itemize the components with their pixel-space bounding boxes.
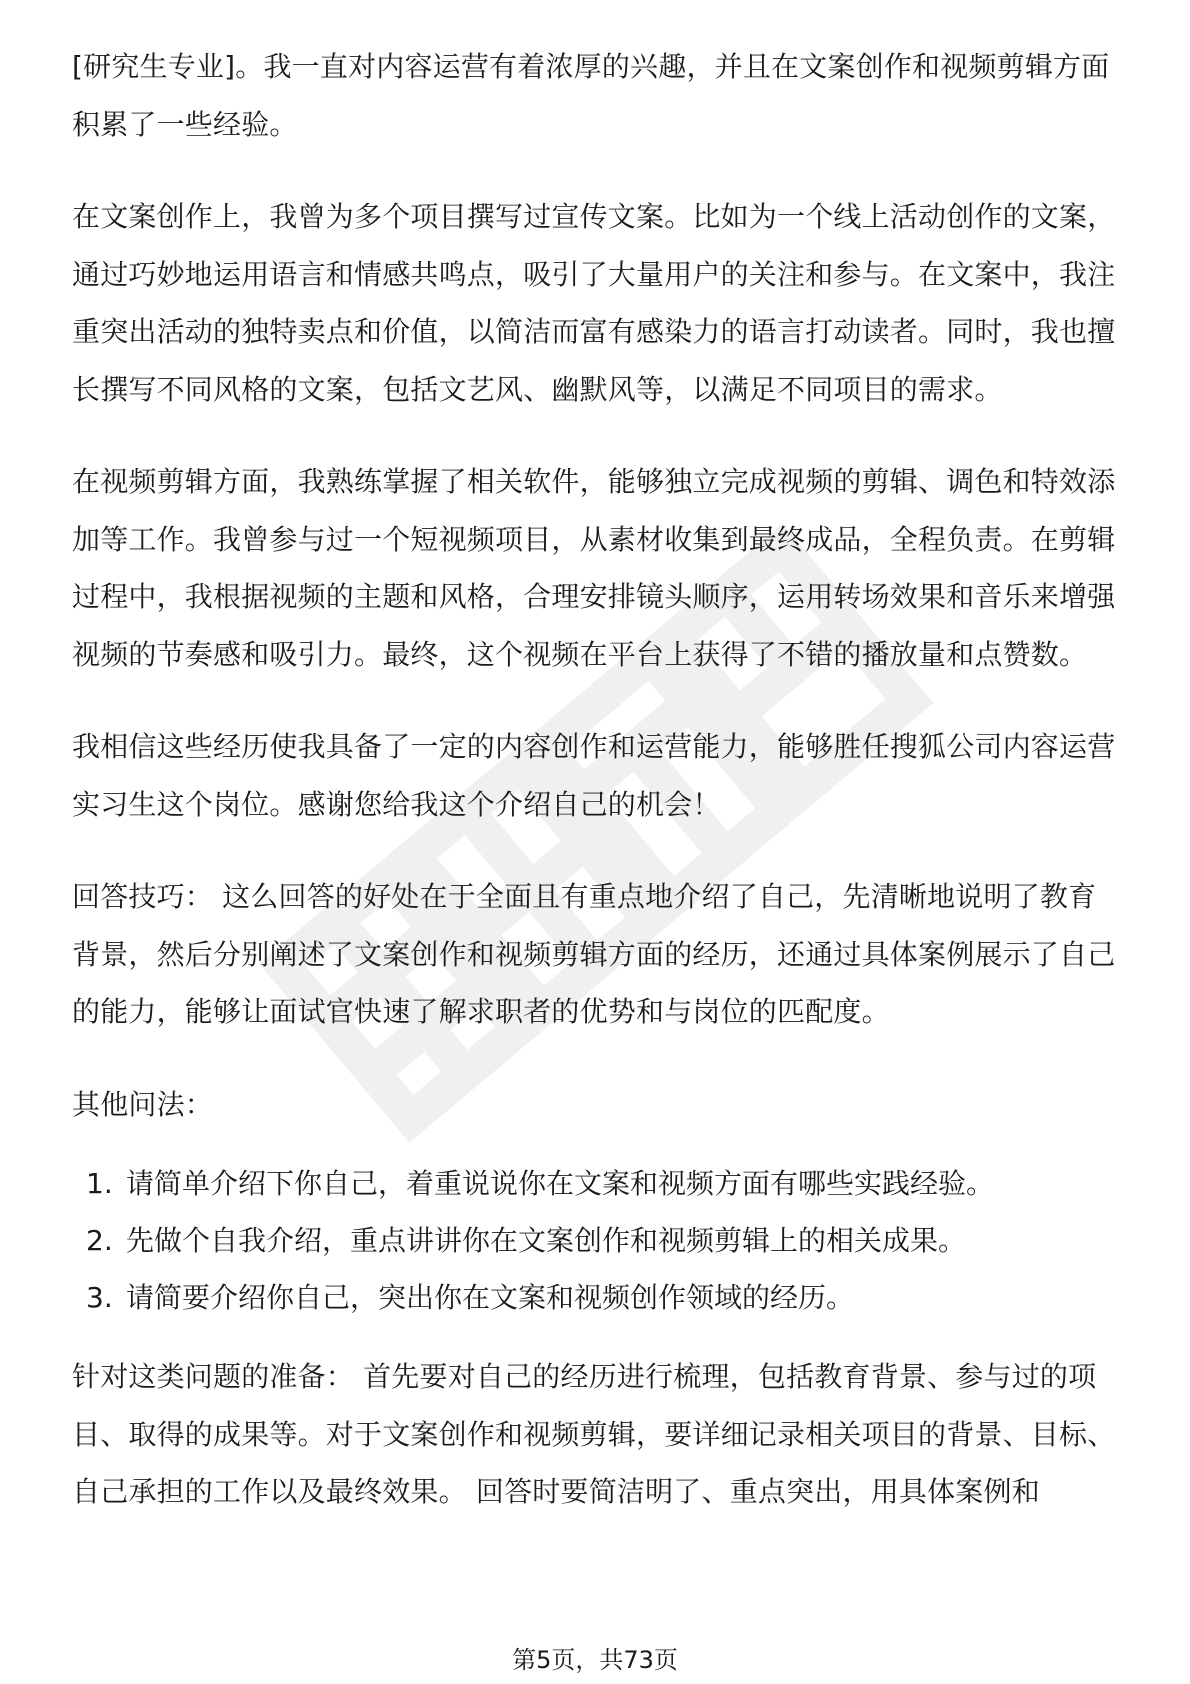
list-item-text: 请简单介绍下你自己，着重说说你在文案和视频方面有哪些实践经验。 (126, 1167, 995, 1200)
closing-paragraph: 我相信这些经历使我具备了一定的内容创作和运营能力，能够胜任搜狐公司内容运营实习生这个岗位。感谢您给我这个介绍自己的机会！ (72, 730, 1116, 821)
list-item-text: 先做个自我介绍，重点讲讲你在文案创作和视频剪辑上的相关成果。 (126, 1224, 967, 1257)
list-item (72, 1155, 1122, 1212)
list-item (72, 1269, 1122, 1326)
list-item-text: 请简要介绍你自己，突出你在文案和视频创作领域的经历。 (126, 1281, 855, 1314)
copywriting-paragraph: 在文案创作上，我曾为多个项目撰写过宣传文案。比如为一个线上活动创作的文案，通过巧妙地运用语言和情感共鸣点，吸引了大量用户的关注和参与。在文案中，我注重突出活动的独特卖点和价值，以简洁而富有感染力的语言打动读者。同时，我也擅长撰写不同风格的文案，包括文艺风、幽默风等，以满足不同项目的需求。 (72, 200, 1116, 406)
other-questions-heading: 其他问法： (72, 1087, 214, 1121)
page-number: 第5页，共73页 (512, 1646, 678, 1674)
other-questions-list (72, 1155, 1122, 1326)
preparation-paragraph: 针对这类问题的准备： 首先要对自己的经历进行梳理，包括教育背景、参与过的项目、取得的成果等。对于文案创作和视频剪辑，要详细记录相关项目的背景、目标、自己承担的工作以及最终效果。 回答时要简洁明了、重点突出，用具体案例和 (72, 1360, 1116, 1508)
list-item-number: 1. (86, 1167, 113, 1200)
document-body (72, 38, 1122, 1556)
video-editing-paragraph: 在视频剪辑方面，我熟练掌握了相关软件，能够独立完成视频的剪辑、调色和特效添加等工作。我曾参与过一个短视频项目，从素材收集到最终成品，全程负责。在剪辑过程中，我根据视频的主题和风格，合理安排镜头顺序，运用转场效果和音乐来增强视频的节奏感和吸引力。最终，这个视频在平台上获得了不错的播放量和点赞数。 (72, 465, 1116, 671)
intro-paragraph: [研究生专业]。我一直对内容运营有着浓厚的兴趣，并且在文案创作和视频剪辑方面积累了一些经验。 (72, 50, 1110, 141)
list-item-number: 2. (86, 1224, 113, 1257)
answer-tips-paragraph: 回答技巧： 这么回答的好处在于全面且有重点地介绍了自己，先清晰地说明了教育背景，然后分别阐述了文案创作和视频剪辑方面的经历，还通过具体案例展示了自己的能力，能够让面试官快速了解求职者的优势和与岗位的匹配度。 (72, 880, 1116, 1028)
list-item-number: 3. (86, 1281, 113, 1314)
list-item (72, 1212, 1122, 1269)
